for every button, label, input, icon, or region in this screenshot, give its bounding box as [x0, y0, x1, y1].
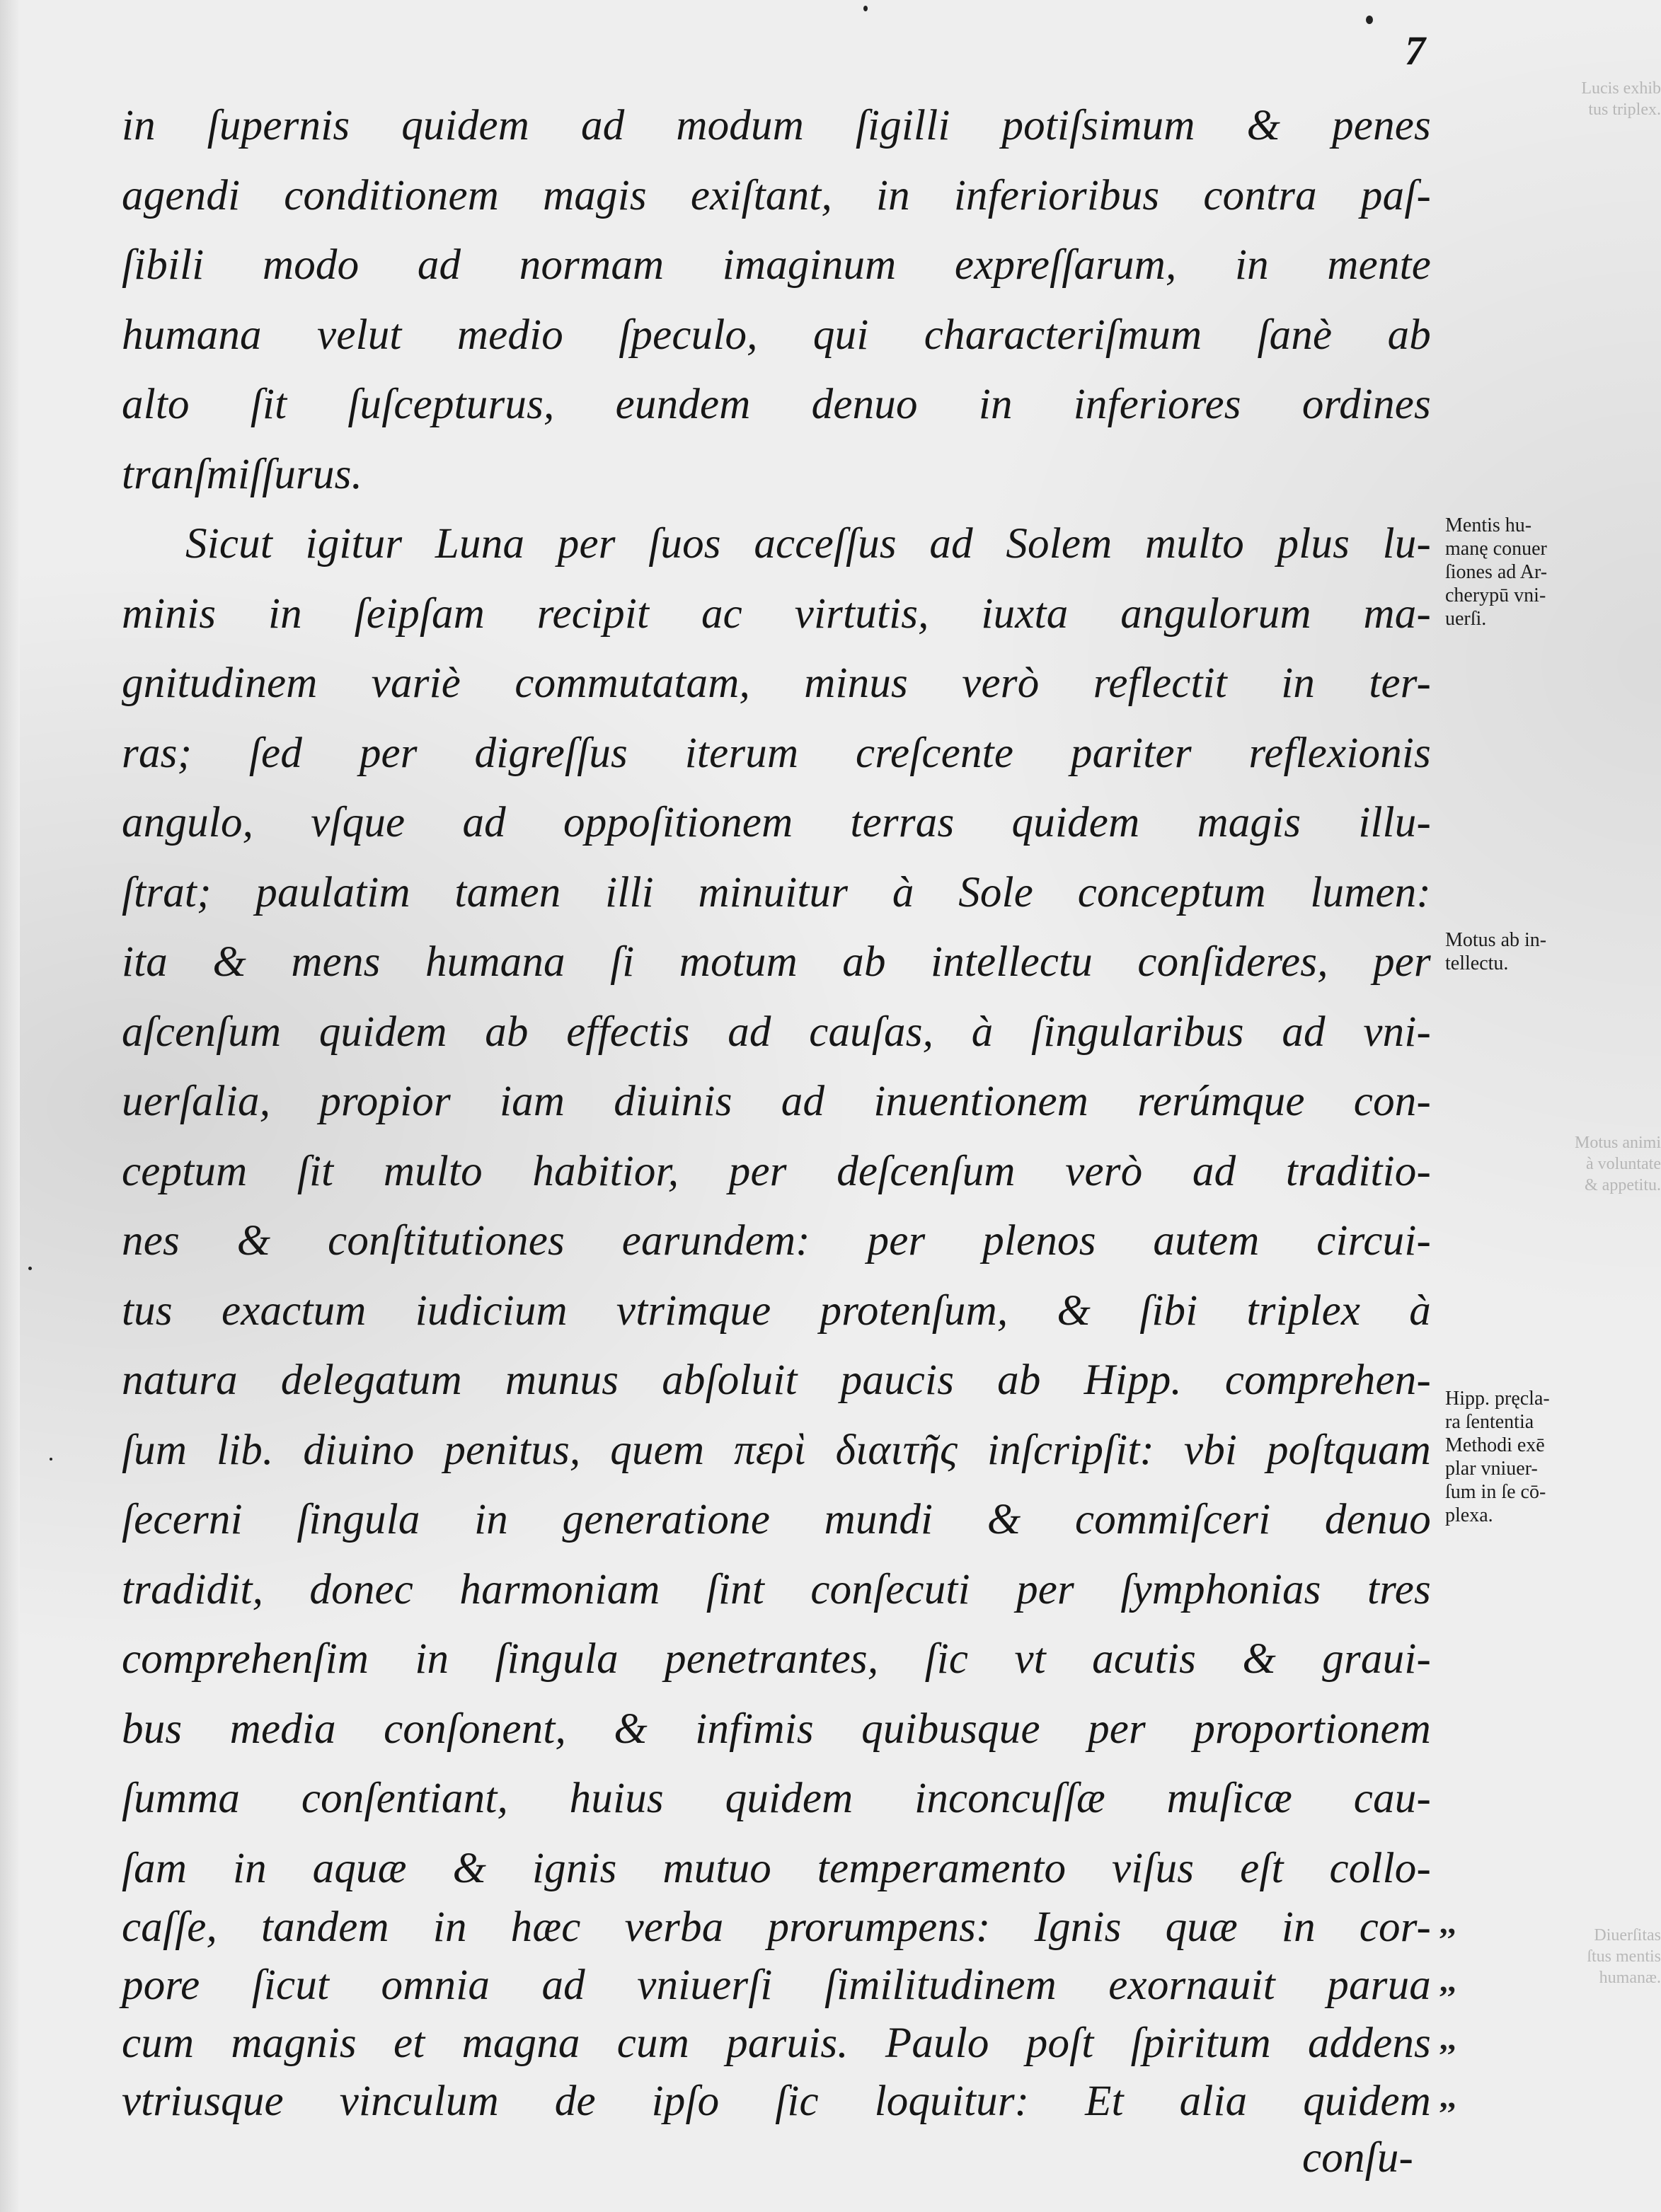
quote-mark: ,, — [1439, 1962, 1456, 1998]
marginal-note-line: ra ſententia — [1445, 1411, 1534, 1433]
quote-mark: ,, — [1439, 2020, 1456, 2056]
body-line-12: ſtrat; paulatim tamen illi minuitur à Sole conceptum lumen: — [122, 868, 1431, 916]
body-line-30: vtriusque vinculum de ipſo ſic loquitur: Et alia quidem — [122, 2078, 1431, 2125]
body-line-18: tus exactum iudicium vtrimque protenſum, & ſibi triplex à — [122, 1286, 1431, 1335]
marginal-note-motus — [1445, 928, 1597, 975]
marginal-note-line: ſiones ad Ar- — [1445, 561, 1548, 583]
body-line-6: tranſmiſſurus. — [122, 450, 363, 498]
body-line-10: ras; ſed per digreſſus iterum creſcente pariter reflexionis — [122, 729, 1431, 777]
body-line-28: pore ſicut omnia ad vniuerſi ſimilitudinem exornauit parua — [122, 1962, 1431, 2009]
body-line-17: nes & conſtitutiones earundem: per plenos autem circui- — [122, 1217, 1431, 1265]
marginal-note-line: Methodi exē — [1445, 1434, 1545, 1456]
body-line-26: ſam in aquæ & ignis mutuo temperamento viſus eſt collo- — [122, 1844, 1431, 1892]
body-line-15: uerſalia, propior iam diuinis ad inuentionem rerúmque con- — [122, 1078, 1431, 1125]
marginal-note-line: plar vniuer- — [1445, 1458, 1538, 1480]
body-line-4: humana velut medio ſpeculo, qui characteriſmum ſanè ab — [122, 311, 1431, 359]
ink-speck — [1366, 16, 1373, 24]
marginal-note-line: manę conuer — [1445, 538, 1547, 560]
body-line-21: ſecerni ſingula in generatione mundi & commiſceri denuo — [122, 1496, 1431, 1543]
body-line-23: comprehenſim in ſingula penetrantes, ſic vt acutis & graui- — [122, 1635, 1431, 1683]
body-line-11: angulo, vſque ad oppoſitionem terras quidem magis illu- — [122, 799, 1431, 846]
ink-speck — [863, 6, 868, 11]
marginal-note-line: Hipp. pręcla- — [1445, 1388, 1550, 1410]
body-line-13: ita & mens humana ſi motum ab intellectu conſideres, per — [122, 938, 1431, 986]
ink-speck — [28, 1267, 32, 1270]
quote-mark: ,, — [1439, 2078, 1456, 2114]
body-line-2: agendi conditionem magis exiſtant, in inferioribus contra paſ- — [122, 171, 1431, 219]
body-line-20: ſum lib. diuino penitus, quem περὶ διαιτῆς inſcripſit: vbi poſtquam — [122, 1426, 1431, 1474]
body-line-27: caſſe, tandem in hæc verba prorumpens: Ignis quæ in cor- — [122, 1903, 1431, 1951]
body-line-14: aſcenſum quidem ab effectis ad cauſas, à ſingularibus ad vni- — [122, 1008, 1431, 1056]
body-line-1: in ſupernis quidem ad modum ſigilli potiſsimum & penes — [122, 102, 1431, 149]
show-through-text: Diuerſitas ſtus mentis humanæ. — [1587, 1926, 1661, 1987]
page-number: 7 — [1405, 28, 1425, 74]
marginal-note-line: Motus ab in- — [1445, 929, 1547, 951]
body-line-5: alto ſit ſuſcepturus, eundem denuo in inferiores ordines — [122, 381, 1431, 428]
body-line-29: cum magnis et magna cum paruis. Paulo poſt ſpiritum addens — [122, 2020, 1431, 2067]
body-line-24: bus media conſonent, & infimis quibusque per proportionem — [122, 1705, 1431, 1753]
body-line-22: tradidit, donec harmoniam ſint conſecuti per ſymphonias tres — [122, 1565, 1431, 1613]
quote-mark: ,, — [1439, 1904, 1456, 1940]
body-line-25: ſumma conſentiant, huius quidem inconcuſſæ muſicæ cau- — [122, 1775, 1431, 1822]
body-line-7: Sicut igitur Luna per ſuos acceſſus ad Solem multo plus lu- — [185, 520, 1431, 568]
ink-speck — [50, 1458, 52, 1461]
marginal-note-line: Mentis hu- — [1445, 514, 1532, 536]
marginal-note-line: plexa. — [1445, 1504, 1493, 1526]
marginal-note-line: cherypū vni- — [1445, 584, 1546, 606]
body-line-19: natura delegatum munus abſoluit paucis ab Hipp. comprehen- — [122, 1356, 1431, 1404]
show-through-text: Motus animi à voluntate & appetitu. — [1574, 1134, 1661, 1194]
catchword: conſu- — [1302, 2134, 1414, 2182]
marginal-note-line: uerſi. — [1445, 608, 1487, 630]
marginal-note-line: tellectu. — [1445, 952, 1509, 974]
show-through-text: Lucis exhib tus triplex. — [1581, 79, 1661, 119]
marginal-note-mentis — [1445, 514, 1597, 630]
marginal-note-hipp — [1445, 1387, 1597, 1527]
marginal-note-line: ſum in ſe cō- — [1445, 1481, 1546, 1503]
page-gutter-shadow — [0, 0, 20, 2212]
body-line-9: gnitudinem variè commutatam, minus verò reflectit in ter- — [122, 659, 1431, 707]
body-line-8: minis in ſeipſam recipit ac virtutis, iuxta angulorum ma- — [122, 589, 1431, 638]
body-line-16: ceptum ſit multo habitior, per deſcenſum verò ad traditio- — [122, 1147, 1431, 1195]
body-line-3: ſibili modo ad normam imaginum expreſſarum, in mente — [122, 241, 1431, 289]
